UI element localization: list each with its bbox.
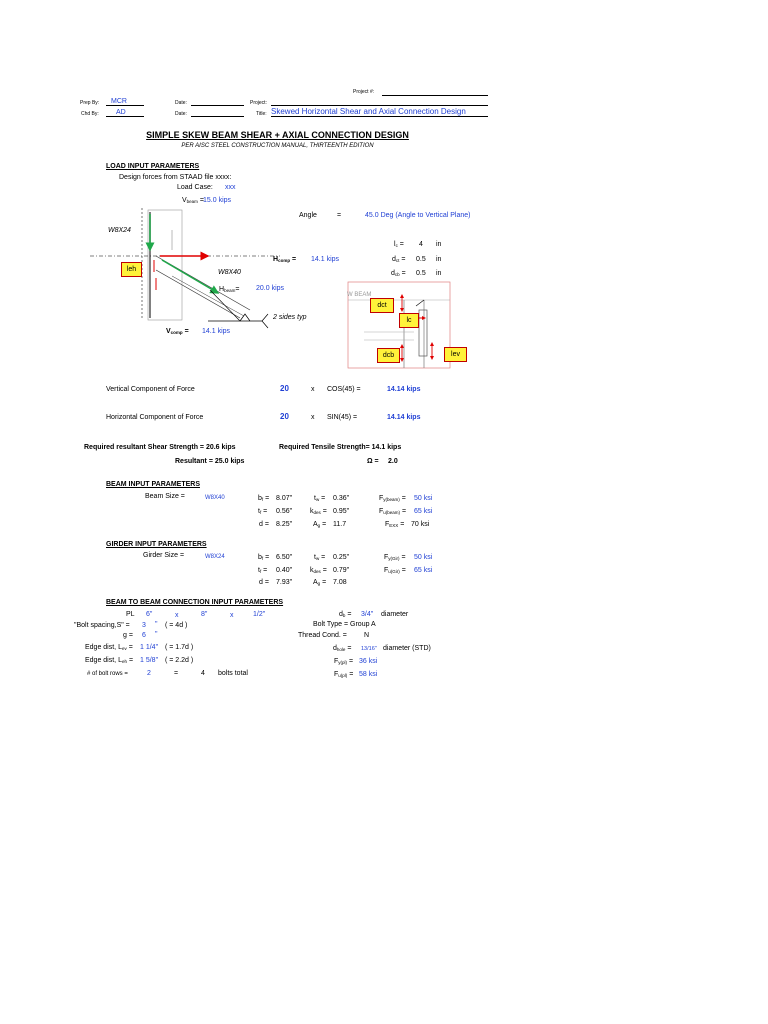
beam-fy-value[interactable]: 50 ksi [414, 495, 433, 502]
thread-cond-value[interactable]: N [364, 632, 370, 639]
hbeam-value[interactable]: 20.0 kips [256, 285, 285, 292]
plate-fy-value[interactable]: 36 ksi [359, 658, 378, 665]
girder-tw-value: 0.25" [333, 554, 350, 561]
lev-tag: lev [444, 347, 467, 362]
chkd-by-underline [106, 116, 144, 117]
hcomp-value[interactable]: 14.1 kips [311, 256, 340, 263]
load-input-heading: LOAD INPUT PARAMETERS [106, 163, 200, 170]
girder-bf-value: 6.50" [276, 554, 293, 561]
vcomp-value[interactable]: 14.1 kips [202, 328, 231, 335]
beam-ag-label: $A_g$ = [313, 521, 327, 528]
prep-by-value[interactable]: MCR [111, 98, 127, 105]
beam-section-label: W8X40 [218, 269, 241, 276]
design-forces-text: Design forces from STAAD file xxxx: [119, 174, 232, 181]
plate-fu-label: $F_{u(pl)}$ = [334, 671, 354, 678]
hcomp-label: $H_{comp}$ = [273, 256, 297, 263]
beam-size-label: Beam Size = [145, 493, 185, 500]
bolt-spacing-note: ( = 4d ) [165, 622, 188, 629]
project-number-label: Project #: [353, 89, 375, 95]
edge-dist-leh-note: ( = 2.2d ) [165, 657, 194, 664]
required-shear-strength: Required resultant Shear Strength = 20.6 kips [84, 444, 236, 451]
beam-kdes-value: 0.95" [333, 508, 350, 515]
beam-ag-value: 11.7 [333, 521, 347, 528]
date-label-2: Date: [175, 111, 187, 117]
bolt-rows-value[interactable]: 2 [147, 670, 151, 677]
leh-tag: leh [121, 262, 142, 277]
thread-cond-label: Thread Cond. = [298, 632, 347, 639]
chkd-by-label: Chd By: [81, 111, 99, 117]
plate-height[interactable]: 8" [201, 611, 208, 618]
plate-x1: x [175, 612, 179, 619]
beam-fu-label: $F_{u(beam)}$ = [379, 508, 407, 515]
horizontal-component-value[interactable]: 20 [280, 412, 289, 421]
vertical-component-x: x [311, 386, 315, 393]
horizontal-component-label: Horizontal Component of Force [106, 414, 204, 421]
dcb-label: $d_{cb}$ = [391, 270, 406, 277]
girder-tf-label: $t_f$ = [258, 567, 268, 574]
bolt-diameter-value[interactable]: 3/4" [361, 611, 374, 618]
bolt-diameter-unit: diameter [381, 611, 409, 618]
project-number-field[interactable] [382, 95, 488, 96]
gage-label: g = [123, 632, 133, 639]
resultant: Resultant = 25.0 kips [175, 458, 245, 465]
dcb-unit: in [436, 270, 442, 277]
bolt-rows-label: # of bolt rows = [87, 671, 128, 677]
vertical-component-label: Vertical Component of Force [106, 386, 195, 393]
hole-diameter-label: $d_{hole}$ = [333, 645, 352, 652]
edge-dist-lev-value[interactable]: 1 1/4" [140, 644, 159, 651]
plate-width[interactable]: 6" [146, 611, 153, 618]
beam-fy-label: $F_{y(beam)}$ = [379, 495, 406, 502]
omega-value: 2.0 [388, 458, 398, 465]
bolt-spacing-value[interactable]: 3 [142, 622, 146, 629]
dcb-tag: dcb [377, 348, 400, 363]
bolt-type[interactable]: Bolt Type = Group A [313, 621, 376, 628]
angle-eq: = [337, 212, 342, 219]
edge-dist-leh-label: Edge dist, $L_{eh}$ = [85, 657, 134, 664]
horizontal-component-x: x [311, 414, 315, 421]
title-value[interactable]: Skewed Horizontal Shear and Axial Connection Design [271, 107, 466, 116]
dct-label: $d_{ct}$ = [392, 256, 406, 263]
girder-ag-value: 7.08 [333, 579, 347, 586]
girder-size-value[interactable]: W8X24 [205, 554, 225, 560]
beam-size-value[interactable]: W8X40 [205, 495, 225, 501]
girder-fu-label: $F_{u(Gir)}$ = [384, 567, 406, 574]
bolts-total-label: bolts total [218, 670, 248, 677]
plate-fu-value[interactable]: 58 ksi [359, 671, 378, 678]
plate-fy-label: $F_{y(pl)}$ = [334, 658, 354, 665]
vcomp-label: $V_{comp}$ = [166, 328, 189, 335]
dct-value[interactable]: 0.5 [416, 256, 426, 263]
weld-note: 2 sides typ [273, 314, 307, 321]
project-label: Project: [250, 100, 267, 106]
date-field-2[interactable] [191, 116, 244, 117]
girder-kdes-label: $k_{des}$ = [310, 567, 327, 574]
framing-sketch [90, 190, 290, 350]
load-case-value[interactable]: xxx [225, 184, 236, 191]
girder-kdes-value: 0.79" [333, 567, 350, 574]
w-beam-text: W BEAM [347, 292, 372, 298]
girder-d-label: d = [259, 579, 269, 586]
vertical-component-func: COS(45) = [327, 386, 361, 393]
lc-unit: in [436, 241, 442, 248]
beam-bf-value: 8.07" [276, 495, 293, 502]
date-field-1[interactable] [191, 105, 244, 106]
bolt-rows-eq: = [174, 670, 179, 677]
beam-tw-label: $t_w$ = [314, 495, 326, 502]
girder-fu-value[interactable]: 65 ksi [414, 567, 433, 574]
required-tensile-strength: Required Tensile Strength= 14.1 kips [279, 444, 402, 451]
beam-bf-label: $b_f$ = [258, 495, 270, 502]
vertical-component-result: 14.14 kips [387, 386, 421, 393]
girder-fy-value[interactable]: 50 ksi [414, 554, 433, 561]
dcb-value[interactable]: 0.5 [416, 270, 426, 277]
plate-thickness[interactable]: 1/2" [253, 611, 266, 618]
girder-size-label: Girder Size = [143, 552, 185, 559]
angle-value[interactable]: 45.0 Deg (Angle to Vertical Plane) [365, 212, 471, 219]
girder-section-label: W8X24 [108, 227, 131, 234]
lc-value[interactable]: 4 [419, 241, 423, 248]
horizontal-component-func: SIN(45) = [327, 414, 358, 421]
load-case-label: Load Case: [177, 184, 213, 191]
vertical-component-value[interactable]: 20 [280, 384, 289, 393]
beam-fexx-label: $F_{EXX}$ = [385, 521, 405, 528]
date-label-1: Date: [175, 100, 187, 106]
hole-diameter-value: 13/16" [361, 646, 377, 652]
vbeam-label: $V_{beam}$ = [182, 197, 204, 204]
document-subtitle: PER AISC STEEL CONSTRUCTION MANUAL, THIRTEENTH EDITION [181, 143, 374, 149]
girder-bf-label: $b_f$ = [258, 554, 270, 561]
dct-tag: dct [370, 298, 394, 313]
beam-d-label: d = [259, 521, 269, 528]
connection-input-heading: BEAM TO BEAM CONNECTION INPUT PARAMETERS [106, 599, 284, 606]
girder-d-value: 7.93" [276, 579, 293, 586]
hole-diameter-unit: diameter (STD) [383, 645, 431, 652]
girder-fy-label: $F_{y(Gir)}$ = [384, 554, 406, 561]
girder-ag-label: $A_g$ = [313, 579, 327, 586]
bolt-spacing-label: "Bolt spacing,S" = [74, 622, 130, 629]
prep-by-underline [106, 105, 144, 106]
edge-dist-leh-value[interactable]: 1 5/8" [140, 657, 159, 664]
girder-tw-label: $t_w$ = [314, 554, 326, 561]
omega-label: Ω = [367, 458, 379, 465]
title-underline [271, 116, 488, 117]
plate-label: PL [126, 611, 135, 618]
vbeam-value[interactable]: 15.0 kips [203, 197, 232, 204]
edge-dist-lev-note: ( = 1.7d ) [165, 644, 194, 651]
beam-kdes-label: $k_{des}$ = [310, 508, 327, 515]
beam-d-value: 8.25" [276, 521, 293, 528]
prep-by-label: Prep By: [80, 100, 100, 106]
girder-tf-value: 0.40" [276, 567, 293, 574]
lc-tag: lc [399, 313, 419, 328]
gage-value[interactable]: 6 [142, 632, 146, 639]
bolt-spacing-unit: " [155, 621, 158, 628]
gage-unit: " [155, 631, 158, 638]
chkd-by-value[interactable]: AD [116, 109, 126, 116]
title-label: Title: [256, 111, 267, 117]
girder-input-heading: GIRDER INPUT PARAMETERS [106, 541, 207, 548]
beam-tf-label: $t_f$ = [258, 508, 268, 515]
edge-dist-lev-label: Edge dist, $L_{ev}$ = [85, 644, 133, 651]
document-title: SIMPLE SKEW BEAM SHEAR + AXIAL CONNECTION DESIGN [146, 130, 409, 140]
bolt-diameter-label: $d_b$ = [339, 611, 352, 618]
hbeam-label: $H_{beam}=$ [219, 286, 240, 293]
bolts-total-value: 4 [201, 670, 205, 677]
beam-fu-value[interactable]: 65 ksi [414, 508, 433, 515]
beam-input-heading: BEAM INPUT PARAMETERS [106, 481, 200, 488]
project-field[interactable] [271, 105, 488, 106]
lc-label: $l_c$ = [394, 241, 404, 248]
angle-label: Angle [299, 212, 317, 219]
beam-fexx-value: 70 ksi [411, 521, 430, 528]
beam-tw-value: 0.36" [333, 495, 350, 502]
beam-tf-value: 0.56" [276, 508, 293, 515]
dct-unit: in [436, 256, 442, 263]
horizontal-component-result: 14.14 kips [387, 414, 421, 421]
plate-x2: x [230, 612, 234, 619]
